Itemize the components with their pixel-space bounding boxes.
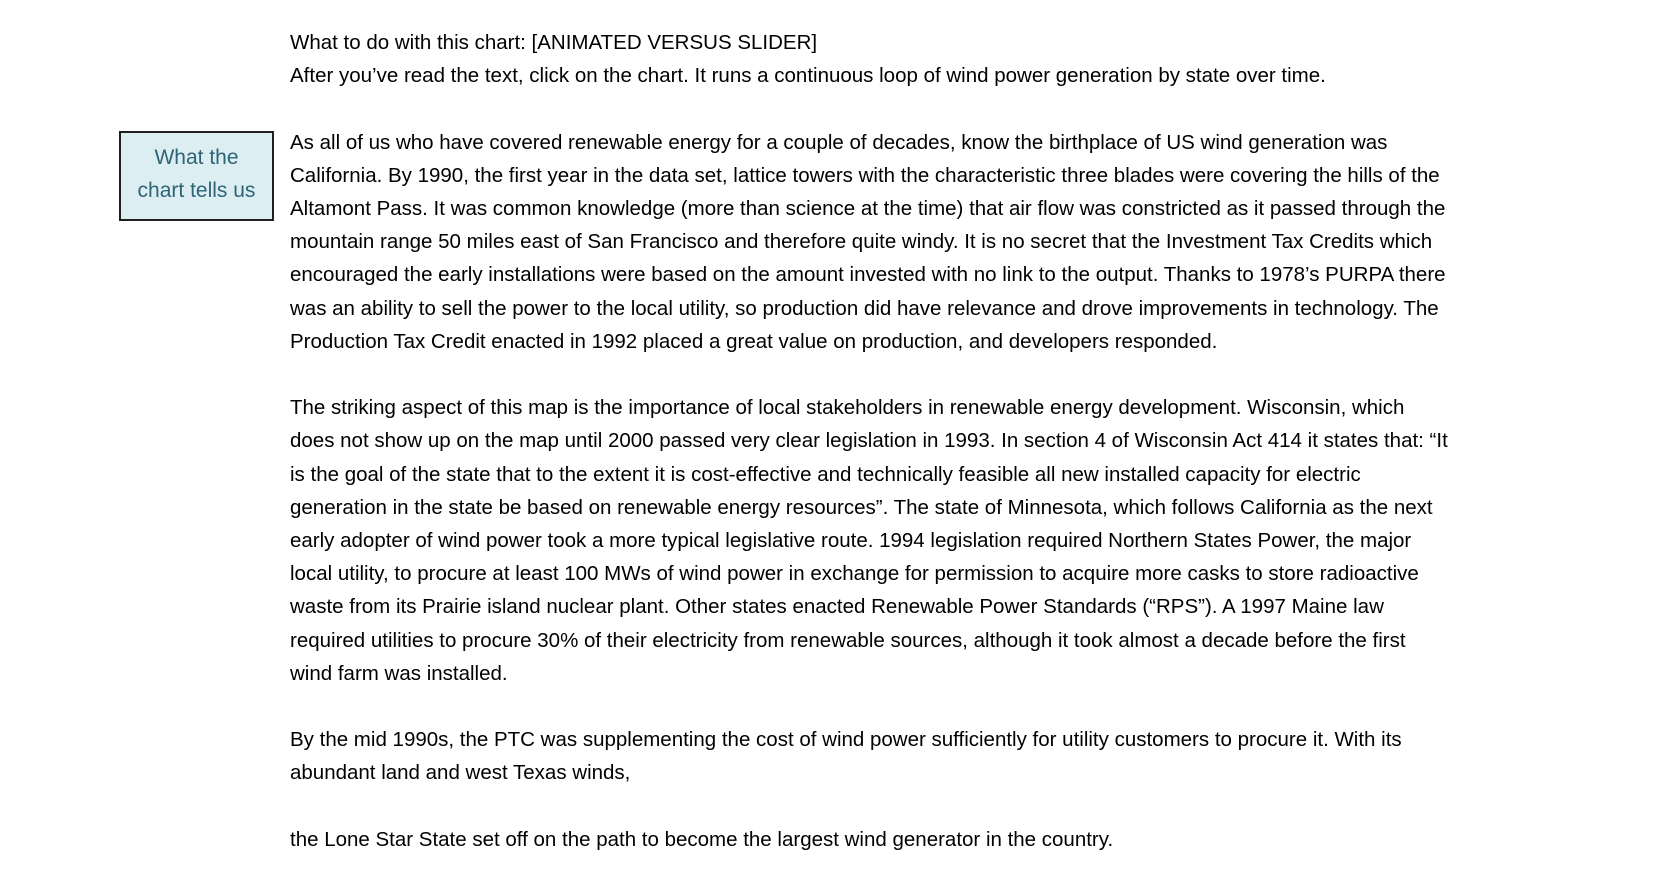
text-line: early adopter of wind power took a more typical legislative route. 1994 legislation required Northern States Power, the major <box>290 529 1412 553</box>
paragraph-stakeholders <box>290 391 1540 690</box>
text-line: encouraged the early installations were based on the amount invested with no link to the output. Thanks to 1978’s PURPA there <box>290 263 1446 287</box>
text-line: wind farm was installed. <box>290 661 508 685</box>
text-line: California. By 1990, the first year in the data set, lattice towers with the characteristic three blades were covering the hills of the <box>290 163 1440 187</box>
text-line: waste from its Prairie island nuclear plant. Other states enacted Renewable Power Standards (“RPS”). A 1997 Maine law <box>290 595 1384 619</box>
text-line: was an ability to sell the power to the local utility, so production did have relevance and drove improvements in technology. The <box>290 296 1439 320</box>
text-line: mountain range 50 miles east of San Francisco and therefore quite windy. It is no secret that the Investment Tax Credits which <box>290 230 1433 254</box>
intro-block <box>290 26 1540 92</box>
callout-line-1: What the <box>154 146 239 169</box>
text-line: is the goal of the state that to the extent it is cost-effective and technically feasible all new installed capacity for electric <box>290 462 1361 486</box>
intro-line: What to do with this chart: [ANIMATED VERSUS SLIDER] <box>290 31 818 54</box>
chart-callout-box <box>119 131 274 221</box>
text-line: does not show up on the map until 2000 passed very clear legislation in 1993. In section 4 of Wisconsin Act 414 it states that: “It <box>290 429 1448 453</box>
text-line: Altamont Pass. It was common knowledge (more than science at the time) that air flow was constricted as it passed through the <box>290 197 1446 220</box>
document-body <box>290 26 1540 856</box>
paragraph-ptc <box>290 723 1540 789</box>
text-line: abundant land and west Texas winds, <box>290 761 631 785</box>
text-line: the Lone Star State set off on the path to become the largest wind generator in the country. <box>290 827 1114 851</box>
intro-line: After you’ve read the text, click on the chart. It runs a continuous loop of wind power generation by state over time. <box>290 64 1326 88</box>
text-line: required utilities to procure 30% of their electricity from renewable sources, although it took almost a decade before the first <box>290 628 1406 652</box>
text-line: Production Tax Credit enacted in 1992 placed a great value on production, and developers responded. <box>290 329 1218 353</box>
text-line: By the mid 1990s, the PTC was supplementing the cost of wind power sufficiently for utility customers to procure it. With its <box>290 728 1402 752</box>
callout-line-2: chart tells us <box>137 179 256 202</box>
paragraph-california <box>290 126 1540 358</box>
paragraph-texas <box>290 823 1540 856</box>
text-line: The striking aspect of this map is the importance of local stakeholders in renewable energy development. Wisconsin, which <box>290 396 1405 420</box>
text-line: As all of us who have covered renewable energy for a couple of decades, know the birthplace of US wind generation was <box>290 130 1388 154</box>
text-line: local utility, to procure at least 100 MWs of wind power in exchange for permission to acquire more casks to store radioactive <box>290 562 1419 586</box>
text-line: generation in the state be based on renewable energy resources”. The state of Minnesota, which follows California as the next <box>290 495 1433 519</box>
